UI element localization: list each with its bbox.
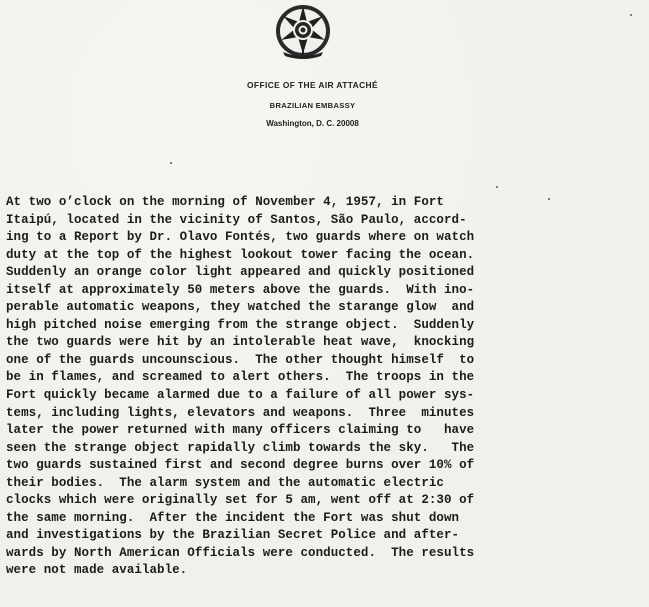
memo-line: Fort quickly became alarmed due to a failure of all power sys-	[6, 388, 475, 403]
coat-of-arms-seal-icon	[273, 2, 333, 60]
memo-line: duty at the top of the highest lookout tower facing the ocean.	[6, 247, 475, 262]
memo-line: the two guards were hit by an intolerable heat wave, knocking	[6, 335, 475, 350]
letterhead-city: Washington, D. C. 20008	[266, 119, 359, 128]
memo-line: clocks which were originally set for 5 am, went off at 2:30 of	[6, 493, 475, 508]
memo-line: were not made available.	[6, 563, 188, 578]
memo-line: Suddenly an orange color light appeared and quickly positioned	[6, 265, 475, 280]
memo-line: two guards sustained first and second degree burns over 10% of	[6, 458, 475, 473]
memo-line: At two o’clock on the morning of November 4, 1957, in Fort	[6, 195, 444, 209]
memo-line: and investigations by the Brazilian Secret Police and after-	[6, 528, 460, 543]
memo-line: their bodies. The alarm system and the automatic electric	[6, 475, 444, 490]
memo-line: seen the strange object rapidally climb towards the sky. The	[6, 440, 475, 455]
scan-speck	[630, 14, 632, 16]
memo-body	[6, 194, 646, 580]
memo-line: one of the guards uncounscious. The other thought himself to	[6, 352, 475, 367]
memo-line: Itaipú, located in the vicinity of Santos, São Paulo, accord-	[6, 212, 467, 227]
scan-speck	[170, 162, 172, 164]
letterhead-office: OFFICE OF THE AIR ATTACHÉ	[247, 80, 378, 90]
memo-line: tems, including lights, elevators and weapons. Three minutes	[6, 405, 475, 420]
memo-line: wards by North American Officials were conducted. The results	[6, 545, 475, 560]
scan-speck	[496, 186, 498, 188]
memo-line: be in flames, and screamed to alert others. The troops in the	[6, 370, 475, 385]
memo-line: later the power returned with many officers claiming to have	[6, 423, 475, 438]
memo-line: ing to a Report by Dr. Olavo Fontés, two guards where on watch	[6, 230, 475, 245]
memo-line: high pitched noise emerging from the strange object. Suddenly	[6, 317, 475, 332]
memo-line: perable automatic weapons, they watched the starange glow and	[6, 300, 475, 315]
letterhead-embassy: BRAZILIAN EMBASSY	[269, 101, 356, 110]
memo-line: itself at approximately 50 meters above the guards. With ino-	[6, 282, 475, 297]
memo-line: the same morning. After the incident the Fort was shut down	[6, 510, 460, 525]
